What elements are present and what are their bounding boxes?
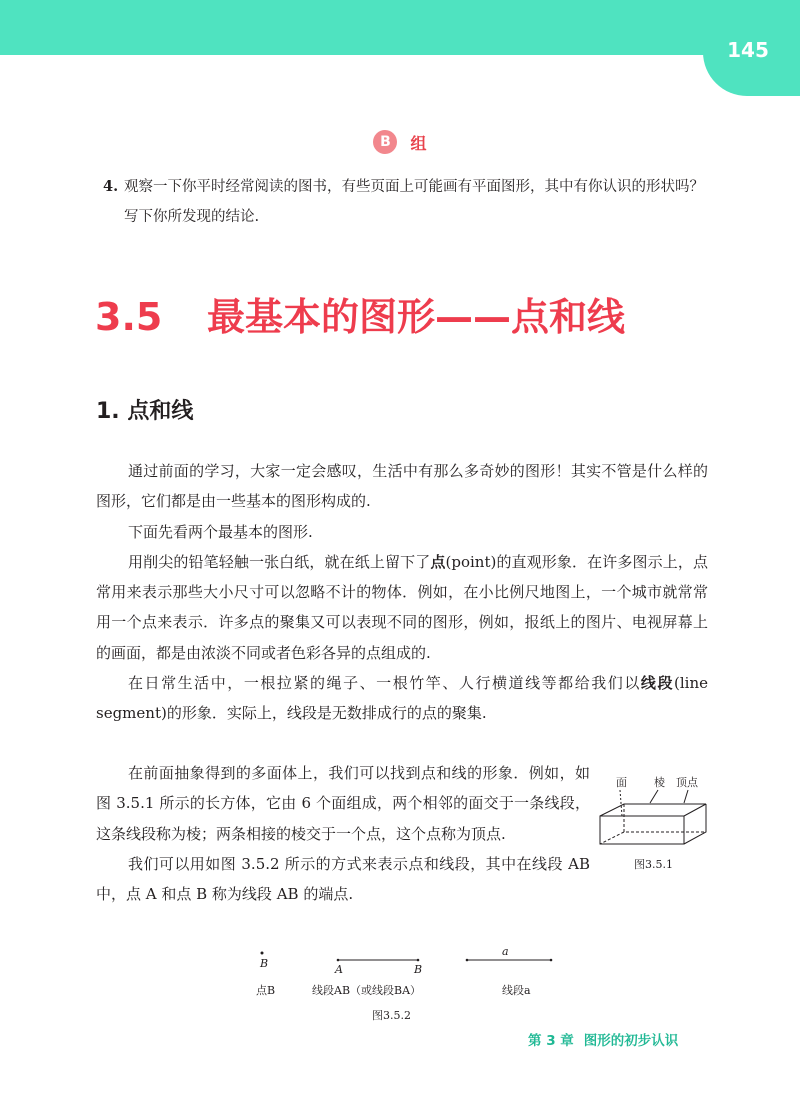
term-line-segment: 线段 — [640, 674, 674, 693]
paragraph: 下面先看两个最基本的图形. — [128, 522, 313, 541]
segment-end-b: B — [414, 963, 423, 976]
paragraph-text: 在日常生活中，一根拉紧的绳子、一根竹竿、人行横道线等都给我们以 — [128, 674, 641, 693]
paragraph-text: (line segment)的形象．实际上，线段是无数排成行的点的聚集. — [96, 674, 708, 723]
paragraph: 通过前面的学习，大家一定会感叹，生活中有那么多奇妙的图形！其实不管是什么样的图形，它们都是由一些基本的图形构成的. — [96, 462, 708, 511]
page-number: 145 — [727, 38, 769, 62]
paragraph — [96, 668, 708, 729]
segment-a-caption: 线段a — [502, 984, 531, 997]
segment-a-label: a — [502, 945, 509, 958]
section-title-text: 最基本的图形——点和线 — [207, 295, 626, 339]
subsection-title: 1. 点和线 — [96, 399, 194, 424]
section-title — [95, 286, 625, 341]
figure-caption: 图3.5.1 — [634, 858, 673, 871]
group-label: 组 — [410, 133, 427, 153]
cuboid-diagram — [598, 786, 710, 866]
segment-ab-caption: 线段AB（或线段BA） — [312, 984, 422, 997]
group-badge: B — [373, 130, 397, 154]
point-caption: 点B — [256, 984, 276, 997]
figure-caption: 图3.5.2 — [372, 1009, 411, 1022]
label-vertex: 顶点 — [676, 776, 698, 789]
point-label: B — [260, 957, 269, 970]
label-edge: 棱 — [654, 776, 665, 789]
figure-3-5-2 — [240, 944, 570, 1004]
paragraph-text: (point)的直观形象．在许多图示上，点常用来表示那些大小尺寸可以忽略不计的物体．例如，在小比例尺地图上，一个城市就常常用一个点来表示．许多点的聚集又可以表现不同的图形，例如，报纸上的图片、电视屏幕上的画面，都是由浓淡不同或者色彩各异的点组成的. — [96, 552, 708, 662]
paragraph: 我们可以用如图 3.5.2 所示的方式来表示点和线段，其中在线段 AB 中，点 A 和点 B 称为线段 AB 的端点. — [96, 854, 590, 904]
exercise-item — [104, 172, 710, 232]
chapter-title: 图形的初步认识 — [583, 1033, 679, 1049]
exercise-text: 观察一下你平时经常阅读的图书，有些页面上可能画有平面图形，其中有你认识的形状吗？写下你所发现的结论. — [124, 179, 704, 225]
segments-diagram — [240, 944, 570, 974]
group-heading — [0, 130, 800, 156]
section-number: 3.5 — [95, 295, 163, 339]
paragraph-text: 用削尖的铅笔轻触一张白纸，就在纸上留下了 — [128, 552, 431, 571]
label-face: 面 — [616, 776, 627, 789]
term-point: 点 — [430, 552, 446, 571]
body-text — [96, 456, 708, 729]
paragraph — [96, 547, 708, 668]
exercise-number: 4. — [103, 178, 119, 195]
header-band — [0, 0, 800, 55]
chapter-footer — [528, 1029, 688, 1049]
chapter-number: 第 3 章 — [528, 1033, 574, 1049]
figure-3-5-1 — [598, 772, 710, 872]
segment-end-a: A — [335, 963, 343, 976]
paragraph: 在前面抽象得到的多面体上，我们可以找到点和线的形象．例如，如图 3.5.1 所示的长方体，它由 6 个面组成，两个相邻的面交于一条线段，这条线段称为棱；两条相接的棱交于一个点，这个点称为顶点. — [96, 764, 590, 843]
